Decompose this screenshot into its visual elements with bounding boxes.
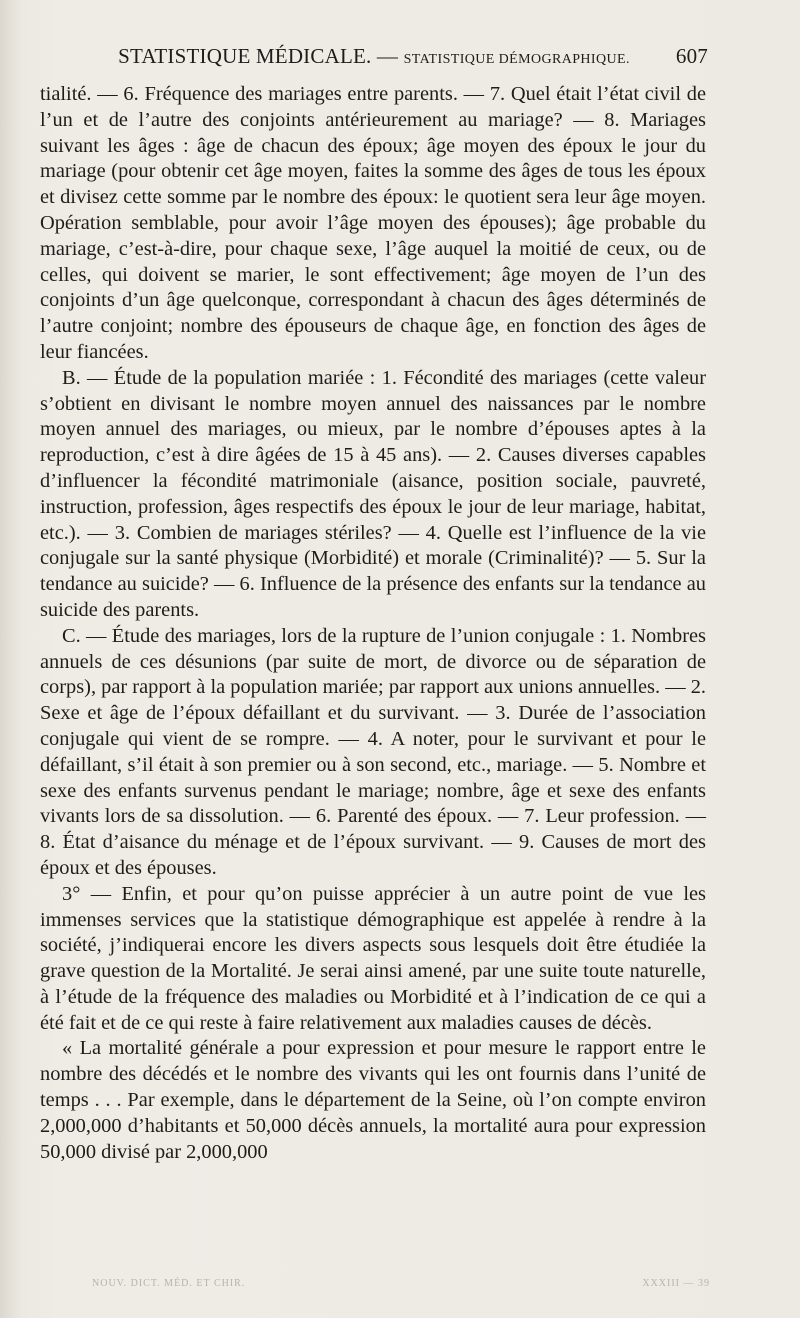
paragraph-c: C. — Étude des mariages, lors de la rupture de l’union conjugale : 1. Nombres annuels de ces désunions (par suite de mort, de divorce ou de séparation de corps), par rapport à la population mariée; par rapport aux unions annuelles. — 2. Sexe et âge de l’époux défaillant et du survivant. — 3. Durée de l’association conjugale qui vient de se rompre. — 4. A noter, pour le survivant et pour le défaillant, s’il était à son premier ou à son second, etc., mariage. — 5. Nombre et sexe des enfants survenus pendant le mariage; nombre, âge et sexe des enfants vivants lors de sa dissolution. — 6. Parenté des époux. — 7. Leur profession. — 8. État d’aisance du ménage et de l’époux survivant. — 9. Causes de mort des époux et des épouses. xyxy=(40,624,706,879)
paragraph-quote: « La mortalité générale a pour expression et pour mesure le rapport entre le nombre des décédés et le nombre des vivants qui les ont fournis dans l’unité de temps . . . Par exemple, dans le département de la Seine, où l’on compte environ 2,000,000 d’habitants et 50,000 décès annuels, la mortalité aura pour expression 50,000 divisé par 2,000,000 xyxy=(40,1037,706,1163)
footer-right: XXXIII — 39 xyxy=(642,1278,710,1289)
main-text xyxy=(40,82,706,1165)
footer-left: NOUV. DICT. MÉD. ET CHIR. xyxy=(92,1278,246,1289)
header-subtitle: STATISTIQUE DÉMOGRAPHIQUE. xyxy=(403,52,630,67)
paragraph-3: 3° — Enfin, et pour qu’on puisse apprécier à un autre point de vue les immenses services que la statistique démographique est appelée à rendre à la société, j’indiquerai encore les divers aspects sous lesquels doit être étudiée la grave question de la Mortalité. Je serai ainsi amené, par une suite toute naturelle, à l’étude de la fréquence des maladies ou Morbidité et à l’indication de ce qui a été fait et de ce qui reste à faire relativement aux maladies causes de décès. xyxy=(40,882,706,1034)
page-footer xyxy=(92,1278,710,1289)
page-number: 607 xyxy=(675,44,708,68)
header-dash: — xyxy=(376,44,399,68)
header-title: STATISTIQUE MÉDICALE. xyxy=(118,44,372,68)
running-header xyxy=(40,44,708,74)
paragraph-continued: tialité. — 6. Fréquence des mariages entre parents. — 7. Quel était l’état civil de l’un et de l’autre des conjoints antérieurement au mariage? — 8. Mariages suivant les âges : âge de chacun des époux; âge moyen des époux le jour du mariage (pour obtenir cet âge moyen, faites la somme des âges de tous les époux et divisez cette somme par le nombre des époux: le quotient sera leur âge moyen. Opération semblable, pour avoir l’âge moyen des épouses); âge probable du mariage, c’est-à-dire, pour chaque sexe, l’âge auquel la moitié de ceux, ou de celles, qui doivent se marier, le sont effectivement; âge moyen de l’un des conjoints d’un âge quelconque, correspondant à chacun des âges déterminés de l’autre conjoint; nombre des épouseurs de chaque âge, en fonction des âges de leur fiancées. xyxy=(40,83,706,363)
paragraph-b: B. — Étude de la population mariée : 1. Fécondité des mariages (cette valeur s’obtient en divisant le nombre moyen annuel des naissances par le nombre moyen annuel des mariages, ou mieux, par le nombre d’épouses aptes à la reproduction, c’est à dire âgées de 15 à 45 ans). — 2. Causes diverses capables d’influencer la fécondité matrimoniale (aisance, position sociale, pauvreté, instruction, profession, âges respectifs des époux le jour de leur mariage, habitat, etc.). — 3. Combien de mariages stériles? — 4. Quelle est l’influence de la vie conjugale sur la santé physique (Morbidité) et morale (Criminalité)? — 5. Sur la tendance au suicide? — 6. Influence de la présence des enfants sur la tendance au suicide des parents. xyxy=(40,366,706,621)
running-title xyxy=(40,44,708,69)
